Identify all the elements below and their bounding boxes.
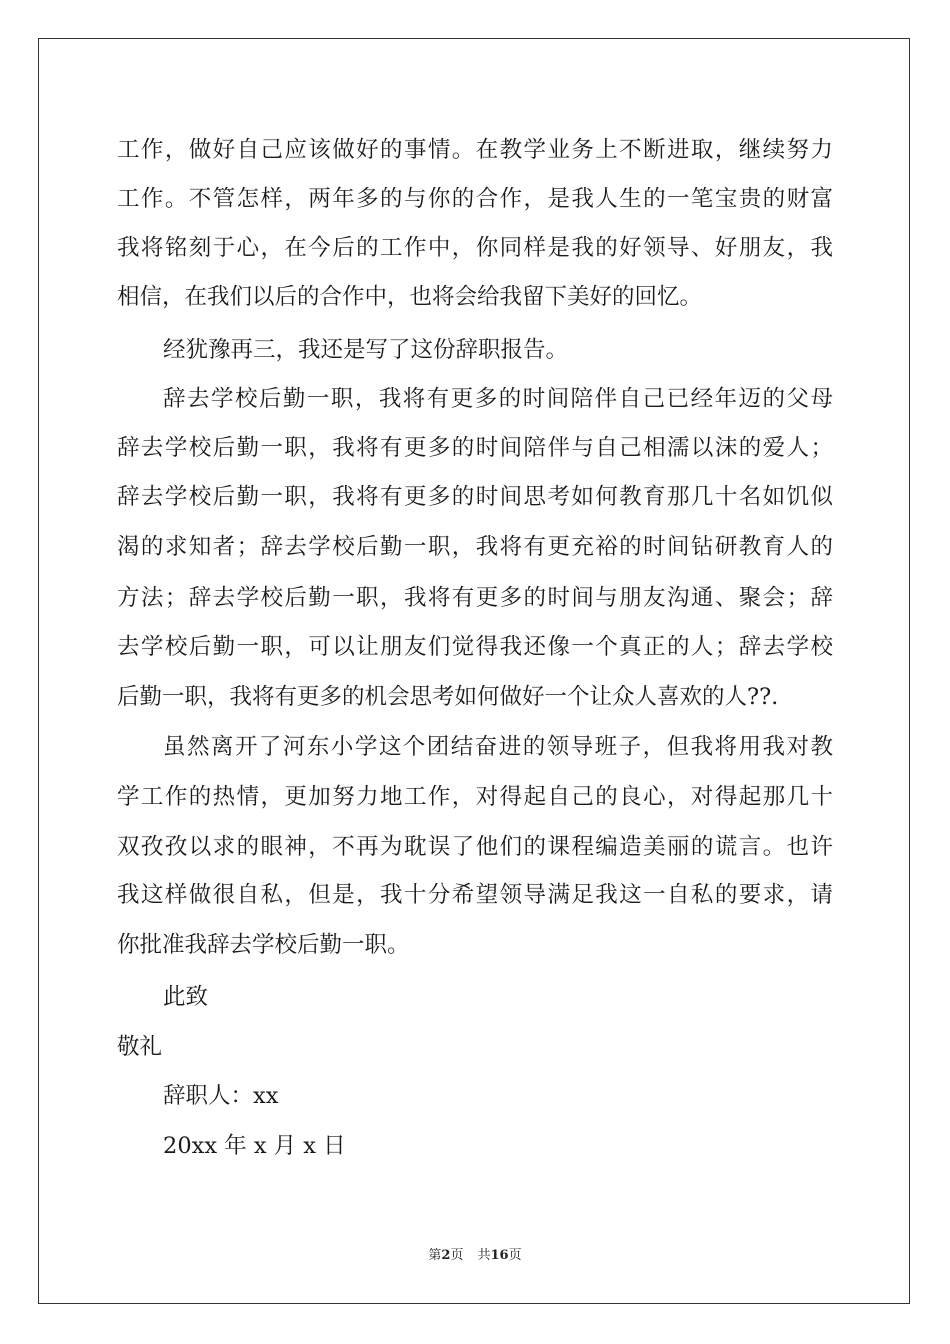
paragraph-line: 你批准我辞去学校后勤一职。 [117,932,410,958]
total-prefix: 共 [477,1248,491,1263]
paragraph-line: 辞去学校后勤一职，我将有更多的时间陪伴与自己相濡以沫的爱人； [117,435,833,461]
page-prefix: 第 [428,1248,442,1263]
date-line: 20xx 年 x 月 x 日 [163,1133,346,1159]
paragraph-line: 方法；辞去学校后勤一职，我将有更多的时间与朋友沟通、聚会；辞 [117,585,833,611]
page-border [38,38,910,1304]
paragraph-line: 双孜孜以求的眼神，不再为耽误了他们的课程编造美丽的谎言。也许 [117,834,833,860]
paragraph-line: 学工作的热情，更加努力地工作，对得起自己的良心，对得起那几十 [117,784,833,810]
signature-line: 辞职人：xx [163,1083,279,1109]
paragraph-line: 虽然离开了河东小学这个团结奋进的领导班子，但我将用我对教 [163,734,833,760]
salutation-line: 此致 [163,984,209,1010]
salutation-line: 敬礼 [117,1034,163,1060]
paragraph-line: 我将铭刻于心，在今后的工作中，你同样是我的好领导、好朋友，我 [117,235,833,261]
paragraph-line: 我这样做很自私，但是，我十分希望领导满足我这一自私的要求，请 [117,882,833,908]
paragraph-line: 工作，做好自己应该做好的事情。在教学业务上不断进取，继续努力 [117,137,833,163]
total-suffix: 页 [508,1248,522,1263]
page-footer [0,1247,950,1265]
current-page-number: 2 [441,1248,451,1263]
paragraph-line: 相信，在我们以后的合作中，也将会给我留下美好的回忆。 [117,284,703,310]
paragraph-line: 辞去学校后勤一职，我将有更多的时间思考如何教育那几十名如饥似 [117,484,833,510]
paragraph-line: 后勤一职，我将有更多的机会思考如何做好一个让众人喜欢的人??. [117,684,779,710]
paragraph-line: 辞去学校后勤一职，我将有更多的时间陪伴自己已经年迈的父母 [163,386,833,412]
paragraph-line: 去学校后勤一职，可以让朋友们觉得我还像一个真正的人；辞去学校 [117,634,833,660]
paragraph-line: 工作。不管怎样，两年多的与你的合作，是我人生的一笔宝贵的财富 [117,186,833,212]
page-suffix: 页 [450,1248,464,1263]
paragraph-line: 经犹豫再三，我还是写了这份辞职报告。 [163,337,569,363]
total-page-count: 16 [490,1248,509,1263]
paragraph-line: 渴的求知者；辞去学校后勤一职，我将有更充裕的时间钻研教育人的 [117,534,833,560]
